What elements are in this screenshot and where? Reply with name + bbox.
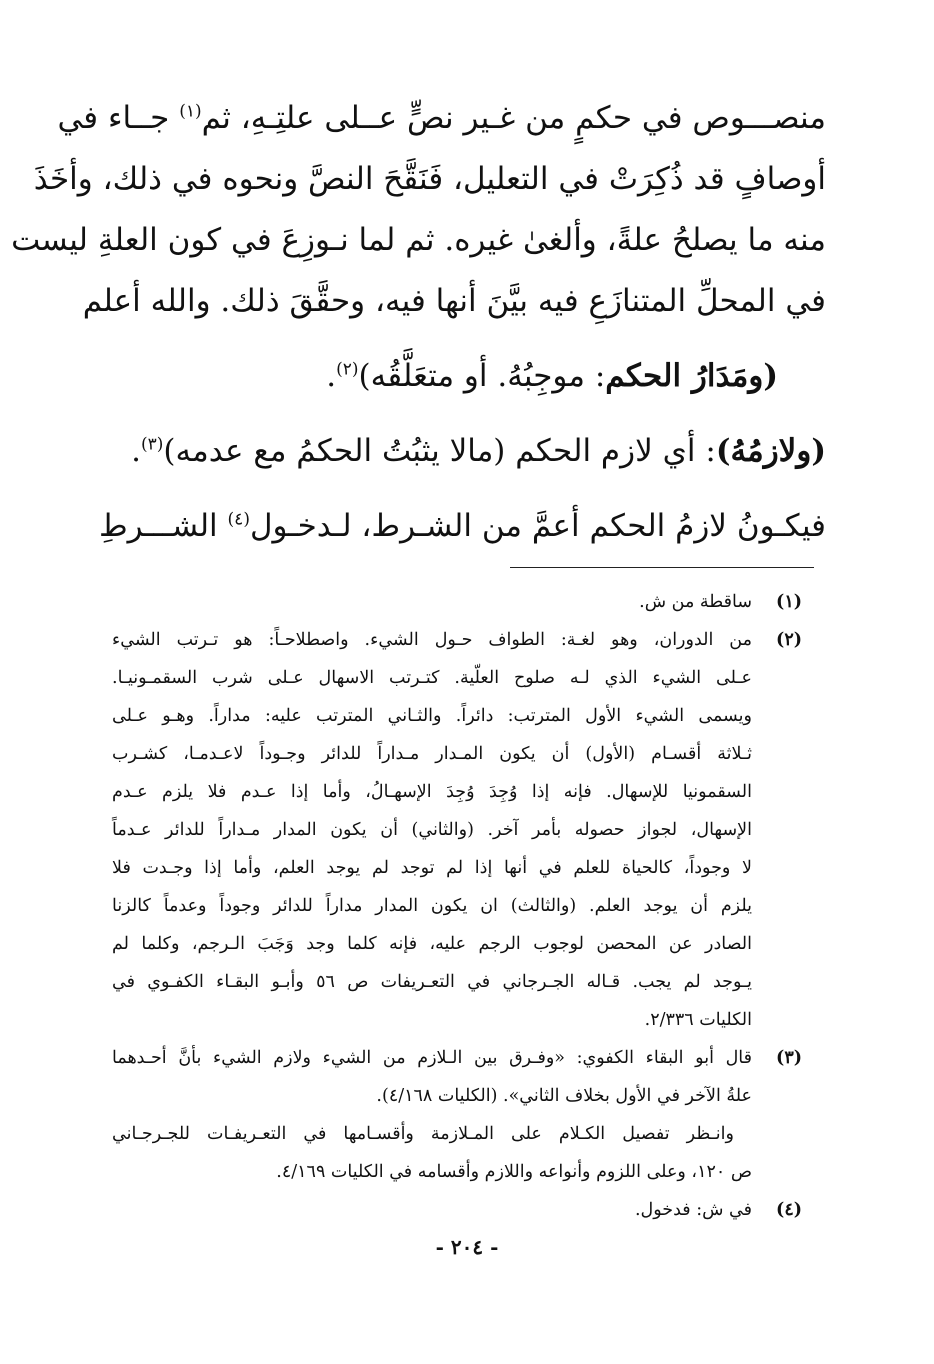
- main-line-4: في المحلِّ المتنازَعِ فيه بيَّنَ أنها فيه، وحقَّقَ ذلك. والله أعلم: [82, 283, 826, 319]
- footnote-ref-3[interactable]: (٣): [140, 434, 164, 455]
- footnote-number: (٤): [776, 1200, 802, 1220]
- footnote-line: وانـظر تفصيل الكـلام على المـلازمة وأقسـامها في التعـريفـات للجـرجـاني: [112, 1124, 734, 1144]
- spacer: [108, 332, 826, 346]
- footnote-line: يـوجد لم يجب. قـاله الجـرجاني في التعـريفات ص ٥٦ وأبـو البقـاء الكفـوي في: [112, 972, 752, 992]
- definition-lazim-text: : أي لازم الحكم (مالا يثبُتُ الحكمُ مع عدمه): [163, 433, 716, 469]
- definition-madar: [108, 346, 826, 407]
- main-line-3: منه ما يصلحُ علةً، وألغىٰ غيره. ثم لما نـوزِعَ في كون العلةِ ليست: [11, 222, 826, 258]
- footnote-line: ساقطة من ش.: [639, 592, 752, 612]
- footnotes: [112, 583, 802, 1229]
- footnote-ref-1[interactable]: (١): [179, 101, 202, 122]
- footnote-line: السقمونيا للإسهال. فإنه إذا وُجِدَ وُجِدَ الإسهـالُ، وأما إذا عـدم فلا يلزم عـدم: [112, 782, 752, 802]
- main-line-last-start: فيكـونُ لازمُ الحكم أعمَّ من الشـرط، لـدخـول: [249, 508, 826, 544]
- footnote-2: [112, 621, 802, 1039]
- term-lazim: (ولازمُهُ): [715, 433, 826, 469]
- term-madar: (ومَدَارُ الحكم: [605, 358, 778, 394]
- definition-lazim-end: .: [131, 433, 141, 469]
- spacer: [108, 482, 826, 496]
- footnote-3: [112, 1039, 802, 1191]
- footnote-line: في ش: فدخول.: [634, 1200, 752, 1220]
- footnote-line: لا وجوداً، كالحياة للعلم في أنها إذا لم توجد لم يوجد العلم، وأما إذا وجـدت فلا: [112, 858, 752, 878]
- footnote-ref-4[interactable]: (٤): [227, 509, 250, 530]
- footnote-line: من الدوران، وهو لغـة: الطواف حـول الشيء. واصطلاحـاً: هو تـرتب الشيء: [112, 630, 752, 650]
- footnote-line: علةُ الآخر في الأول بخلاف الثاني». (الكليات ٤/١٦٨).: [376, 1086, 752, 1106]
- definition-madar-end: .: [326, 358, 337, 394]
- definition-lazim: [108, 421, 826, 482]
- main-line-last-end: الشـــرطِ: [98, 508, 228, 544]
- footnote-1: [112, 583, 802, 621]
- footnote-number: (٢): [776, 630, 802, 650]
- footnote-line: ثـلاثة أقسـام (الأول) أن يكون المـدار مـداراً للدائر وجـوداً لاعـدمـا، كشـرب: [112, 744, 752, 764]
- footnote-separator: [510, 567, 814, 568]
- footnote-line: الإسهال، لجواز حصوله بأمر آخر. (والثاني) أن يكون المدار مـداراً للدائر عـدماً: [112, 820, 752, 840]
- footnote-line: ص ١٢٠، وعلى اللزوم وأنواعه واللازم وأقسامه في الكليات ٤/١٦٩.: [276, 1162, 752, 1182]
- main-line-1-tail: جــاء في: [57, 100, 180, 136]
- footnote-4: [112, 1191, 802, 1229]
- spacer: [108, 407, 826, 421]
- footnote-line: قال أبو البقاء الكفوي: «وفـرق بين الـلازم من الشيء ولازم الشيء بأنَّ أحـدهما: [112, 1048, 752, 1068]
- footnote-line: عـلى الشيء الذي لـه صلوح العلّية. كتـرتب الاسهال عـلى شرب السقمـونيـا.: [112, 668, 752, 688]
- footnote-line: ويسمى الشيء الأول المترتب: دائراً. والثـاني المترتب عليه: مداراً. وهـو عـلى: [112, 706, 752, 726]
- definition-madar-text: : موجِبُهُ. أو متعَلَّقُه): [358, 358, 606, 394]
- footnote-number: (١): [776, 592, 802, 612]
- main-line-2: أوصافٍ قد ذُكِرَتْ في التعليل، فَنَقَّحَ النصَّ ونحوه في ذلك، وأخَذَ: [33, 161, 826, 197]
- footnote-line: الكليات ٢/٣٣٦.: [644, 1010, 752, 1030]
- footnote-ref-2[interactable]: (٢): [336, 359, 359, 380]
- main-line-1-text: منصـــوص في حكمٍ من غـير نصٍّ عــلى علتِـهِ، ثم: [201, 100, 826, 136]
- main-text: [11, 88, 826, 557]
- footnote-line: الصادر عن المحصن لوجوب الرجم عليه، فإنه كلما وجد وَجَبَ الـرجم، وكلما لم: [112, 934, 752, 954]
- main-line-1: [57, 88, 826, 149]
- footnote-number: (٣): [776, 1048, 802, 1068]
- page-number: - ٢٠٤ -: [435, 1235, 499, 1259]
- main-line-last: [98, 496, 826, 557]
- footnote-line: يلزم أن يوجد العلم. (والثالث) ان يكون المدار مداراً للدائر وجوداً وعدماً كالزنا: [112, 896, 752, 916]
